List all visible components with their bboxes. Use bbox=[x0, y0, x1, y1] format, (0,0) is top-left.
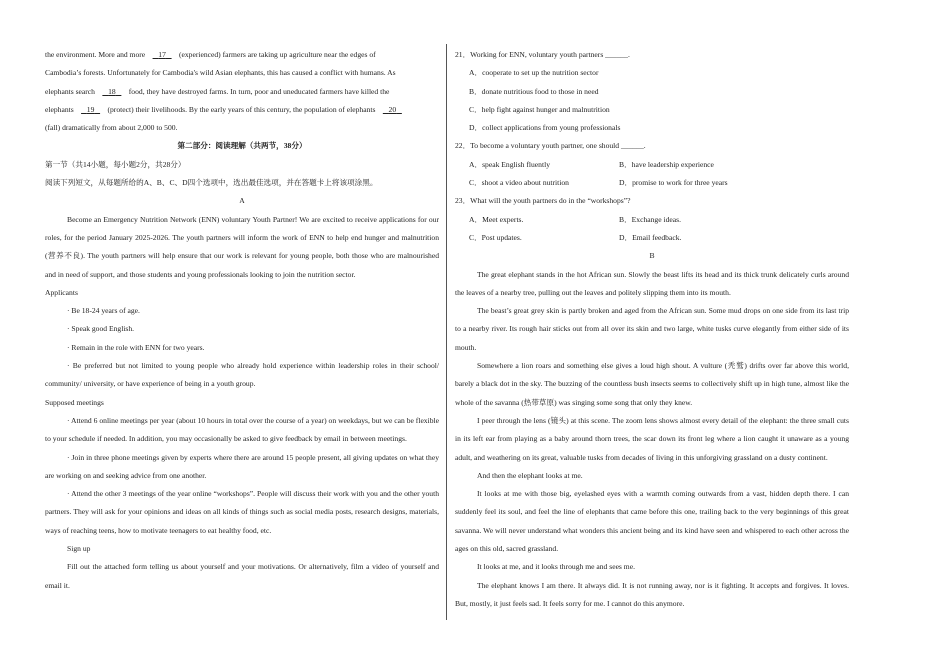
cloze-line-4 bbox=[45, 101, 439, 119]
question-23: 23．What will the youth partners do in the “workshops”? bbox=[455, 196, 631, 206]
option-22c: C．shoot a video about nutrition bbox=[469, 178, 569, 188]
blank-18: 18 bbox=[108, 86, 116, 96]
cloze-text: elephants bbox=[45, 104, 76, 114]
cloze-line-5: (fall) dramatically from about 2,000 to 500. bbox=[45, 123, 178, 133]
options-23-row-2 bbox=[455, 229, 849, 247]
meeting-item: · Join in three phone meetings given by experts where there are around 15 people present, all giving updates on what they are working on and seeking advice from one another. bbox=[45, 452, 439, 480]
passage-b-paragraph: The great elephant stands in the hot African sun. Slowly the beast lifts its head and its thick trunk delicately curls around the leaves of a nearby tree, pulling out the leaves and politely slipping them into its mouth. bbox=[455, 269, 849, 297]
options-22-row-2 bbox=[455, 174, 849, 192]
left-column bbox=[45, 46, 439, 595]
option-22a: A．speak English fluently bbox=[469, 159, 550, 169]
meeting-item: · Attend 6 online meetings per year (about 10 hours in total over the course of a year) on weekdays, but we can be flexible to your schedule if needed. In addition, you may occasionally be asked to give feedback by email in between meetings. bbox=[45, 415, 439, 444]
question-22: 22．To become a voluntary youth partner, one should ______. bbox=[455, 141, 646, 151]
passage-b-paragraph: I peer through the lens (镜头) at this scene. The zoom lens shows almost every detail of the elephant: the three small cuts in its left ear from playing as a baby around thorn trees, the scar down its front leg where a lion caught it unaware as a young adult, and weathering on its great, valuable tusks from decades of living in this unforgiving grassland on a dusty continent. bbox=[455, 415, 849, 462]
option-23a: A．Meet experts. bbox=[469, 214, 524, 224]
right-column bbox=[455, 46, 849, 613]
meeting-item: · Attend the other 3 meetings of the year online “workshops”. People will discuss their work with you and the other youth partners. They will ask for your opinions and ideas on all kinds of things such as social media posts, research designs, materials, ways of reaching teens, how to motivate teenagers to eat healthy food, etc. bbox=[45, 489, 439, 535]
passage-b-paragraph: And then the elephant looks at me. bbox=[477, 470, 583, 480]
applicant-requirement: · Be preferred but not limited to young people who already hold experience within leadership roles in their school/ community/ university, or have experience of being in a youth group. bbox=[45, 361, 439, 389]
column-divider bbox=[446, 44, 447, 620]
applicant-requirement: · Remain in the role with ENN for two years. bbox=[67, 342, 205, 352]
cloze-text: (experienced) farmers are taking up agriculture near the edges of bbox=[177, 50, 376, 59]
option-22b: B．have leadership experience bbox=[619, 159, 714, 169]
blank-17: 17 bbox=[158, 50, 166, 59]
cloze-line-3 bbox=[45, 83, 439, 101]
cloze-text: food, they have destroyed farms. In turn, poor and uneducated farmers have killed the bbox=[126, 86, 390, 96]
option-21c: C．help fight against hunger and malnutrition bbox=[469, 104, 610, 114]
applicants-heading: Applicants bbox=[45, 287, 78, 297]
blank-20: 20 bbox=[388, 104, 397, 114]
section-subtitle: 第一节（共14小题，每小题2分，共28分） bbox=[45, 159, 186, 169]
passage-b-paragraph: The beast’s great grey skin is partly broken and aged from the African sun. Some mud drops on one side from its last trip to a nearby river. Its rough hair sticks out from all over its skin and two large, white tusks curve elegantly from either side of its mouth. bbox=[455, 306, 849, 352]
option-21d: D．collect applications from young professionals bbox=[469, 123, 621, 133]
blank-19: 19 bbox=[86, 104, 95, 114]
cloze-text: the environment. More and more bbox=[45, 50, 148, 59]
option-23b: B．Exchange ideas. bbox=[619, 214, 681, 224]
signup-heading: Sign up bbox=[67, 544, 91, 554]
option-21a: A．cooperate to set up the nutrition sector bbox=[469, 68, 599, 78]
question-21: 21．Working for ENN, voluntary youth partners ______. bbox=[455, 50, 630, 59]
passage-b-letter: B bbox=[649, 251, 655, 261]
passage-a-letter: A bbox=[239, 196, 245, 206]
cloze-line-1 bbox=[45, 46, 439, 64]
option-23d: D．Email feedback. bbox=[619, 232, 682, 242]
signup-text: Fill out the attached form telling us about yourself and your motivations. Or alternatively, film a video of yourself and email it. bbox=[45, 562, 439, 590]
cloze-text: (protect) their livelihoods. By the early years of this century, the population of elephants bbox=[105, 104, 378, 114]
section-instruction: 阅读下列短文，从每题所给的A、B、C、D四个选项中，选出最佳选项，并在答题卡上将该项涂黑。 bbox=[45, 178, 378, 188]
cloze-line-2: Cambodia’s forests. Unfortunately for Cambodia's wild Asian elephants, this has caused a conflict with humans. As bbox=[45, 68, 396, 78]
passage-b-paragraph: It looks at me, and it looks through me and sees me. bbox=[477, 562, 635, 572]
section-title: 第二部分：阅读理解（共两节，38分） bbox=[177, 141, 307, 151]
cloze-text: elephants search bbox=[45, 86, 97, 96]
applicant-requirement: · Be 18-24 years of age. bbox=[67, 306, 140, 316]
passage-a-intro: Become an Emergency Nutrition Network (ENN) voluntary Youth Partner! We are excited to receive applications for our roles, for the period January 2025-2026. The youth partners will inform the work of ENN to help end hunger and malnutrition (营养不良). The youth partners will help ensure that our work is relevant for young people, both those who are malnourished and in need of support, and those students and young professionals looking to join the nutrition sector. bbox=[45, 214, 439, 279]
option-23c: C．Post updates. bbox=[469, 232, 522, 242]
options-23-row-1 bbox=[455, 211, 849, 229]
passage-b-paragraph: Somewhere a lion roars and something else gives a loud high shout. A vulture (秃鹫) drifts over far above this world, barely a black dot in the sky. The buzzing of the countless bush insects seems to collectively shift up in high tune, almost like the whole of the savanna (热带草原) was singing some song that only they knew. bbox=[455, 361, 849, 407]
options-22-row-1 bbox=[455, 156, 849, 174]
meetings-heading: Supposed meetings bbox=[45, 397, 104, 407]
option-22d: D．promise to work for three years bbox=[619, 178, 728, 188]
passage-b-paragraph: It looks at me with those big, eyelashed eyes with a warmth coming outwards from a vast, hidden depth there. I can suddenly feel its soul, and feel the line of elephants that came before this one, trailing back to the very beginnings of this great savanna. We will never understand what wonders this ancient being and its kind have seen and whispered to each other across the ages on this old, sacred grassland. bbox=[455, 489, 849, 554]
option-21b: B．donate nutritious food to those in need bbox=[469, 86, 599, 96]
applicant-requirement: · Speak good English. bbox=[67, 324, 135, 334]
passage-b-paragraph: The elephant knows I am there. It always did. It is not running away, nor is it fighting. It accepts and forgives. It loves. But, mostly, it just feels sad. It feels sorry for me. I cannot do this anymore. bbox=[455, 580, 849, 608]
